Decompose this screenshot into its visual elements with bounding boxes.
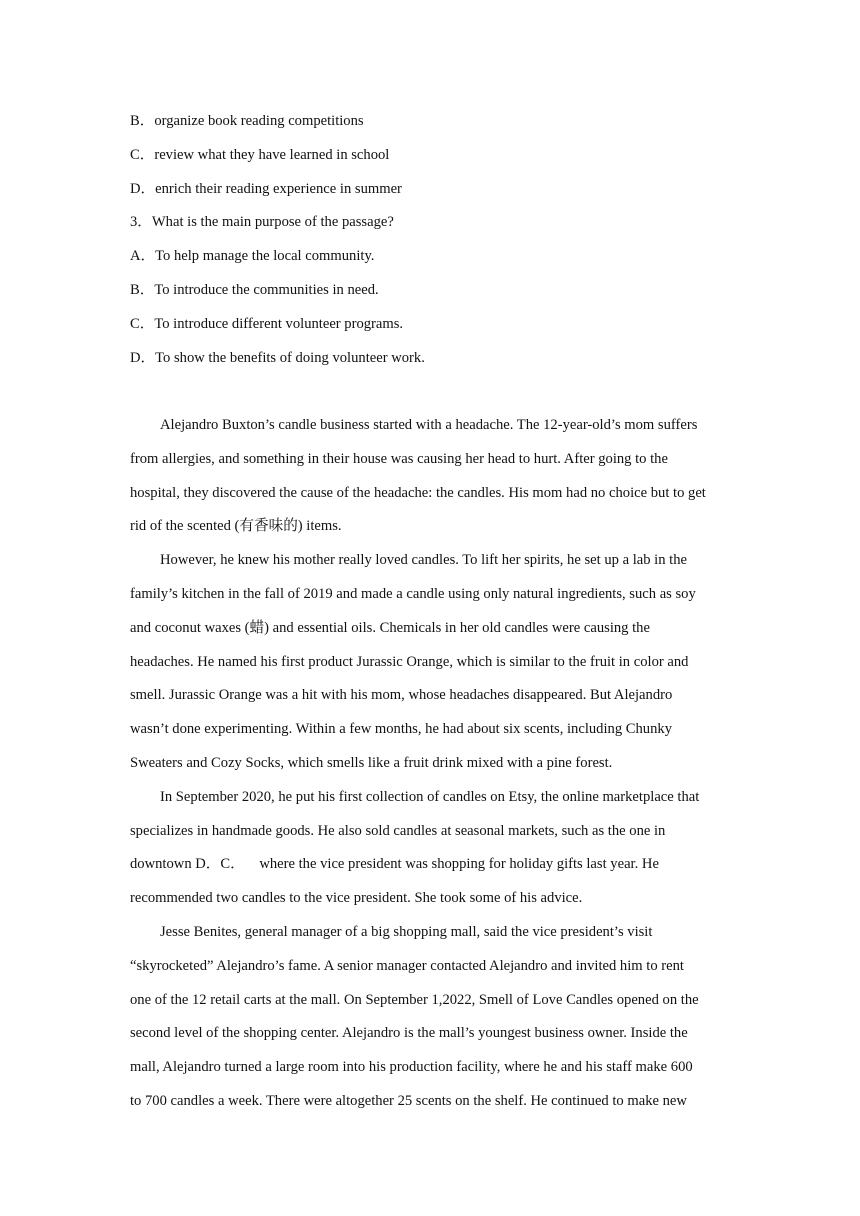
paragraph-3 — [130, 781, 730, 916]
passage-line: Alejandro Buxton’s candle business started with a headache. The 12-year-old’s mom suffers — [160, 417, 698, 433]
question-3: 3．What is the main purpose of the passage? — [130, 214, 394, 231]
option-b-q3: B．To introduce the communities in need. — [130, 281, 379, 298]
passage-line: family’s kitchen in the fall of 2019 and made a candle using only natural ingredients, such as soy — [130, 585, 696, 602]
paragraph-4 — [130, 916, 730, 1119]
passage-line: In September 2020, he put his first collection of candles on Etsy, the online marketplace that — [160, 788, 700, 805]
passage-line: mall, Alejandro turned a large room into his production facility, where he and his staff make 600 — [130, 1059, 693, 1076]
passage-line: However, he knew his mother really loved candles. To lift her spirits, he set up a lab in the — [160, 552, 688, 569]
option-d-q2: D．enrich their reading experience in summer — [130, 180, 402, 197]
passage-line: Sweaters and Cozy Socks, which smells like a fruit drink mixed with a pine forest. — [130, 754, 613, 771]
reading-passage — [130, 409, 730, 1119]
option-d-q3: D．To show the benefits of doing volunteer work. — [130, 349, 425, 366]
option-a-q3: A．To help manage the local community. — [130, 248, 375, 265]
passage-line: specializes in handmade goods. He also sold candles at seasonal markets, such as the one in — [130, 822, 666, 839]
option-c-q2: C．review what they have learned in school — [130, 146, 390, 163]
passage-line: wasn’t done experimenting. Within a few months, he had about six scents, including Chunky — [130, 721, 672, 738]
option-b-q2: B．organize book reading competitions — [130, 113, 364, 129]
paragraph-2 — [130, 544, 730, 781]
passage-line: “skyrocketed” Alejandro’s fame. A senior manager contacted Alejandro and invited him to rent — [130, 957, 684, 974]
passage-line: smell. Jurassic Orange was a hit with his mom, whose headaches disappeared. But Alejandro — [130, 687, 673, 704]
passage-line: headaches. He named his first product Jurassic Orange, which is similar to the fruit in color and — [130, 653, 689, 670]
paragraph-1 — [130, 409, 730, 544]
passage-line: second level of the shopping center. Alejandro is the mall’s youngest business owner. Inside the — [130, 1025, 688, 1042]
passage-line: from allergies, and something in their house was causing her head to hurt. After going to the — [130, 450, 668, 467]
passage-line: recommended two candles to the vice president. She took some of his advice. — [130, 890, 583, 907]
passage-line: hospital, they discovered the cause of the headache: the candles. His mom had no choice but to get — [130, 484, 706, 501]
passage-line: Jesse Benites, general manager of a big shopping mall, said the vice president’s visit — [160, 923, 653, 940]
option-c-q3: C．To introduce different volunteer programs. — [130, 315, 404, 332]
passage-line: to 700 candles a week. There were altogether 25 scents on the shelf. He continued to make new — [130, 1092, 687, 1109]
passage-line: downtown D．C． where the vice president was shopping for holiday gifts last year. He — [130, 856, 659, 873]
passage-line: and coconut waxes (蜡) and essential oils. Chemicals in her old candles were causing the — [130, 619, 650, 636]
passage-line: one of the 12 retail carts at the mall. On September 1,2022, Smell of Love Candles opened on the — [130, 991, 699, 1008]
question-options — [130, 105, 730, 375]
passage-line: rid of the scented (有香味的) items. — [130, 518, 342, 535]
